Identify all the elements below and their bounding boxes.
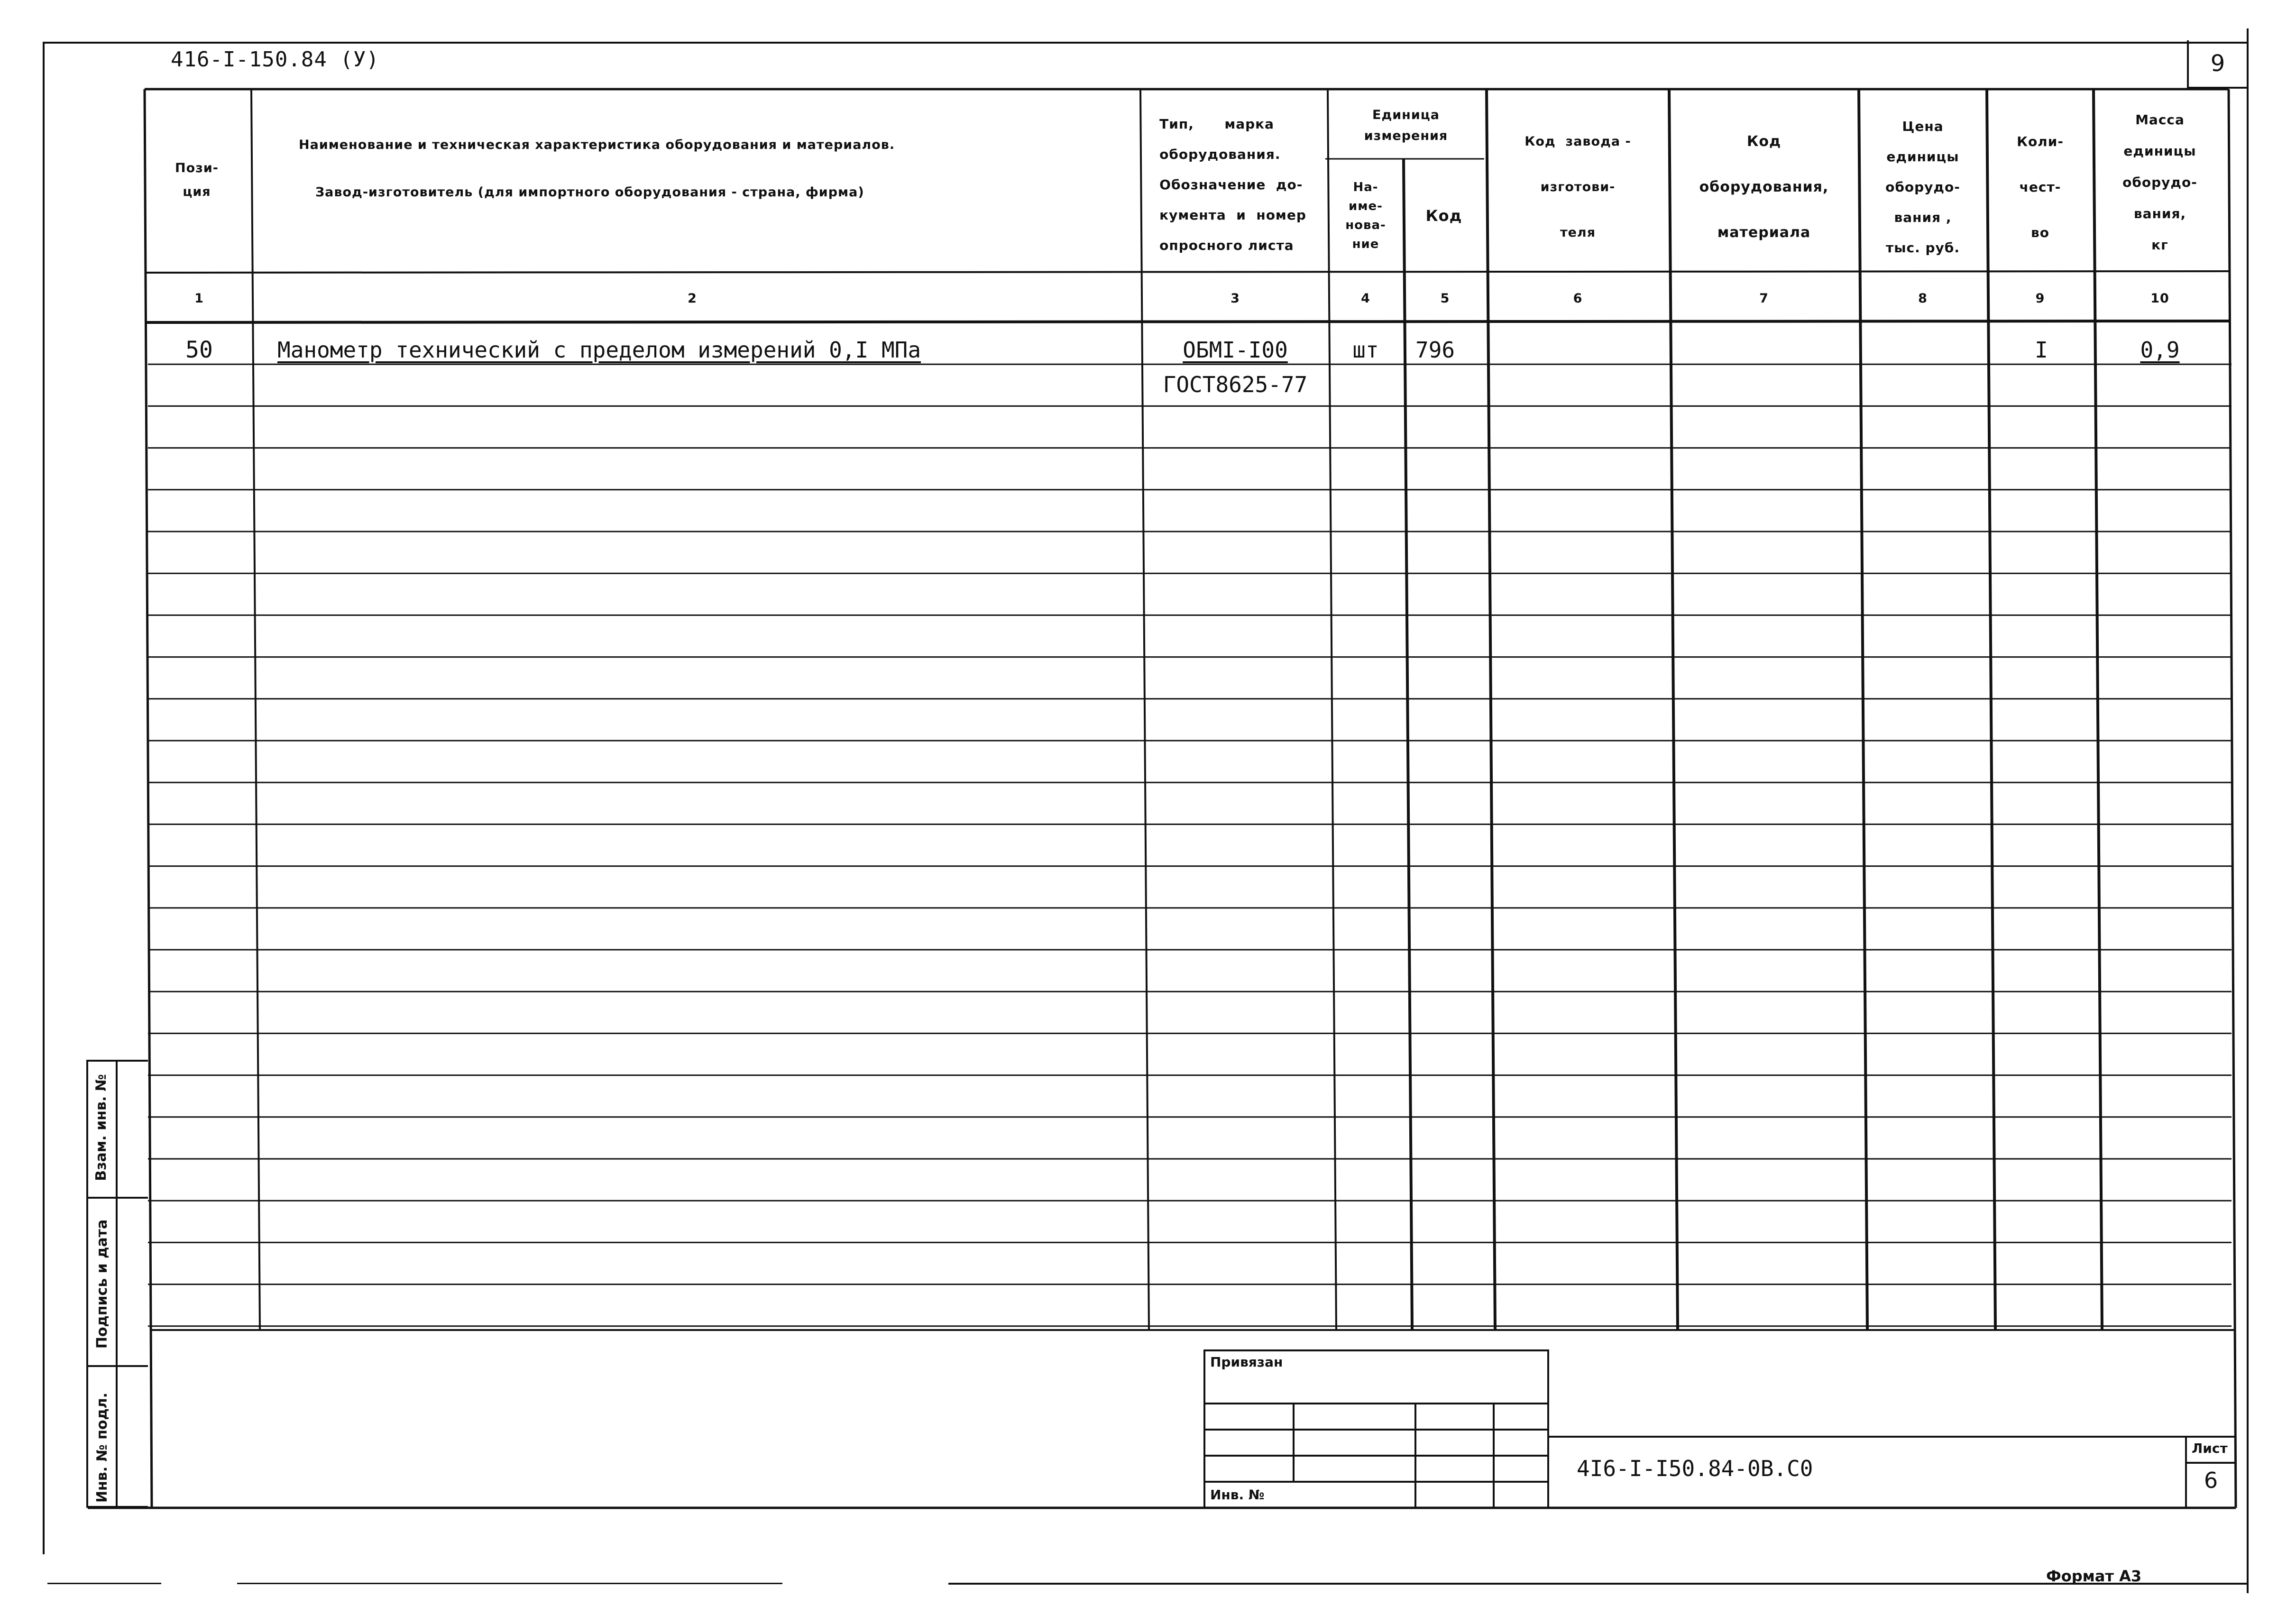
col-num-3: 3 <box>1231 291 1240 306</box>
col-num-8: 8 <box>1918 291 1928 306</box>
title-block-doc-code: 4I6-I-I50.84-0В.С0 <box>1577 1456 1813 1481</box>
row-type: ГОСТ8625-77 <box>1163 372 1308 397</box>
col-num-5: 5 <box>1440 291 1450 306</box>
row-mass: 0,9 <box>2140 337 2180 363</box>
col-header-4: На- име- нова- ние <box>1345 180 1386 251</box>
side-stamp-label-3: Инв. № подл. <box>93 1392 110 1503</box>
side-stamp-label-2: Подпись и дата <box>93 1219 110 1349</box>
col-header-10: Масса единицы оборудо- вания, кг <box>2122 112 2197 253</box>
row-unit-code: 796 <box>1415 337 1455 363</box>
title-block-inv-label: Инв. № <box>1210 1487 1265 1503</box>
page-number: 9 <box>2210 50 2225 77</box>
row-name: Манометр технический с пределом измерений 0,I МПа <box>277 337 921 363</box>
title-block-bound-label: Привязан <box>1210 1354 1283 1370</box>
side-stamp-label-1: Взам. инв. № <box>92 1074 110 1181</box>
col-num-10: 10 <box>2150 291 2169 306</box>
col-header-9: Коли- чест- во <box>2017 134 2064 240</box>
title-block-sheet-number: 6 <box>2204 1468 2218 1493</box>
col-header-2: Наименование и техническая характеристика оборудования и материалов. Завод-изготовитель (для импортного оборудования - страна, фирма) <box>299 138 895 200</box>
col-header-8: Цена единицы оборудо- вания , тыс. руб. <box>1885 119 1960 256</box>
col-header-6: Код завода - изготови- теля <box>1525 134 1631 240</box>
col-num-6: 6 <box>1573 291 1583 306</box>
row-position: 50 <box>185 337 213 363</box>
col-num-2: 2 <box>688 291 697 306</box>
unit-group-header: Единица измерения <box>1364 108 1448 143</box>
title-block-sheet-label: Лист <box>2192 1440 2228 1456</box>
col-header-7: Код оборудования, материала <box>1699 133 1829 241</box>
row-type: ОБМI-I00 <box>1183 337 1288 363</box>
col-header-3: Тип, марка оборудования. Обозначение до- кумента и номер опросного листа <box>1159 116 1306 253</box>
format-label: Формат А3 <box>2046 1567 2142 1585</box>
col-header-1: Пози- ция <box>175 161 219 199</box>
col-num-9: 9 <box>2035 291 2045 306</box>
col-num-4: 4 <box>1361 291 1370 306</box>
row-unit: шт <box>1352 337 1379 363</box>
row-qty: I <box>2035 337 2048 363</box>
header-doc-code: 416-I-150.84 (У) <box>171 47 379 72</box>
col-header-5: Код <box>1425 207 1462 225</box>
col-num-7: 7 <box>1759 291 1769 306</box>
col-num-1: 1 <box>194 291 204 306</box>
